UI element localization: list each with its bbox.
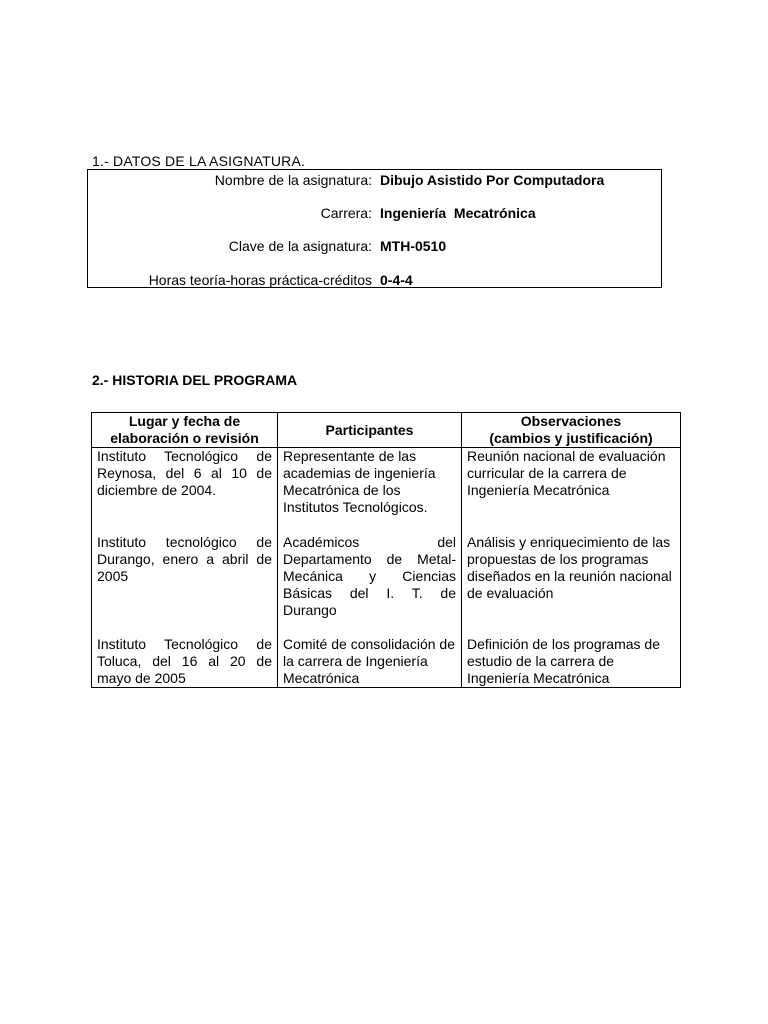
column-participantes bbox=[278, 448, 462, 688]
lugar-entry-3: Instituto Tecnológico de Toluca, del 16 al 20 de mayo de 2005 bbox=[97, 636, 272, 686]
lugar-entry-1: Instituto Tecnológico de Reynosa, del 6 al 10 de diciembre de 2004. bbox=[97, 448, 272, 498]
header-observaciones bbox=[462, 413, 681, 448]
field-value-horas: 0-4-4 bbox=[380, 272, 413, 288]
participantes-entry-1: Representante de las academias de ingeniería Mecatrónica de los Institutos Tecnológicos. bbox=[283, 448, 436, 515]
lugar-entry-2: Instituto tecnológico de Durango, enero a abril de 2005 bbox=[97, 534, 272, 584]
header-lugar bbox=[92, 413, 278, 448]
column-observaciones bbox=[462, 448, 681, 688]
history-table-body-row bbox=[92, 448, 681, 688]
field-value-carrera: Ingeniería Mecatrónica bbox=[380, 205, 536, 221]
header-lugar-line1: Lugar y fecha de bbox=[128, 413, 241, 429]
participantes-entry-2: Académicos del Departamento de Metal-Mecánica y Ciencias Básicas del I. T. de Durango bbox=[283, 534, 456, 618]
header-participantes: Participantes bbox=[278, 413, 462, 448]
field-label-horas: Horas teoría-horas práctica-créditos bbox=[148, 272, 372, 288]
participantes-entry-3: Comité de consolidación de la carrera de Ingeniería Mecatrónica bbox=[283, 636, 455, 686]
section1-heading: 1.- DATOS DE LA ASIGNATURA. bbox=[92, 153, 306, 169]
history-table bbox=[91, 412, 681, 688]
field-row-nombre bbox=[88, 171, 661, 189]
field-value-nombre: Dibujo Asistido Por Computadora bbox=[380, 172, 605, 188]
field-label-clave: Clave de la asignatura: bbox=[228, 238, 372, 254]
field-label-nombre: Nombre de la asignatura: bbox=[214, 172, 372, 188]
history-table-header-row bbox=[92, 413, 681, 448]
subject-data-box bbox=[87, 169, 662, 288]
column-lugar bbox=[92, 448, 278, 688]
observaciones-entry-1: Reunión nacional de evaluación curricular de la carrera de Ingeniería Mecatrónica bbox=[467, 448, 666, 498]
header-lugar-line2: elaboración o revisión bbox=[110, 430, 259, 446]
section2-heading: 2.- HISTORIA DEL PROGRAMA bbox=[92, 372, 298, 388]
observaciones-entry-2: Análisis y enriquecimiento de las propuestas de los programas diseñados en la reunión nacional de evaluación bbox=[467, 534, 672, 601]
observaciones-entry-3: Definición de los programas de estudio de la carrera de Ingeniería Mecatrónica bbox=[467, 636, 660, 686]
field-row-clave bbox=[88, 237, 661, 255]
header-observaciones-line2: (cambios y justificación) bbox=[489, 430, 653, 446]
field-label-carrera: Carrera: bbox=[320, 205, 372, 221]
field-row-horas bbox=[88, 271, 661, 289]
header-observaciones-line1: Observaciones bbox=[520, 413, 622, 429]
field-row-carrera bbox=[88, 204, 661, 222]
field-value-clave: MTH-0510 bbox=[380, 238, 447, 254]
